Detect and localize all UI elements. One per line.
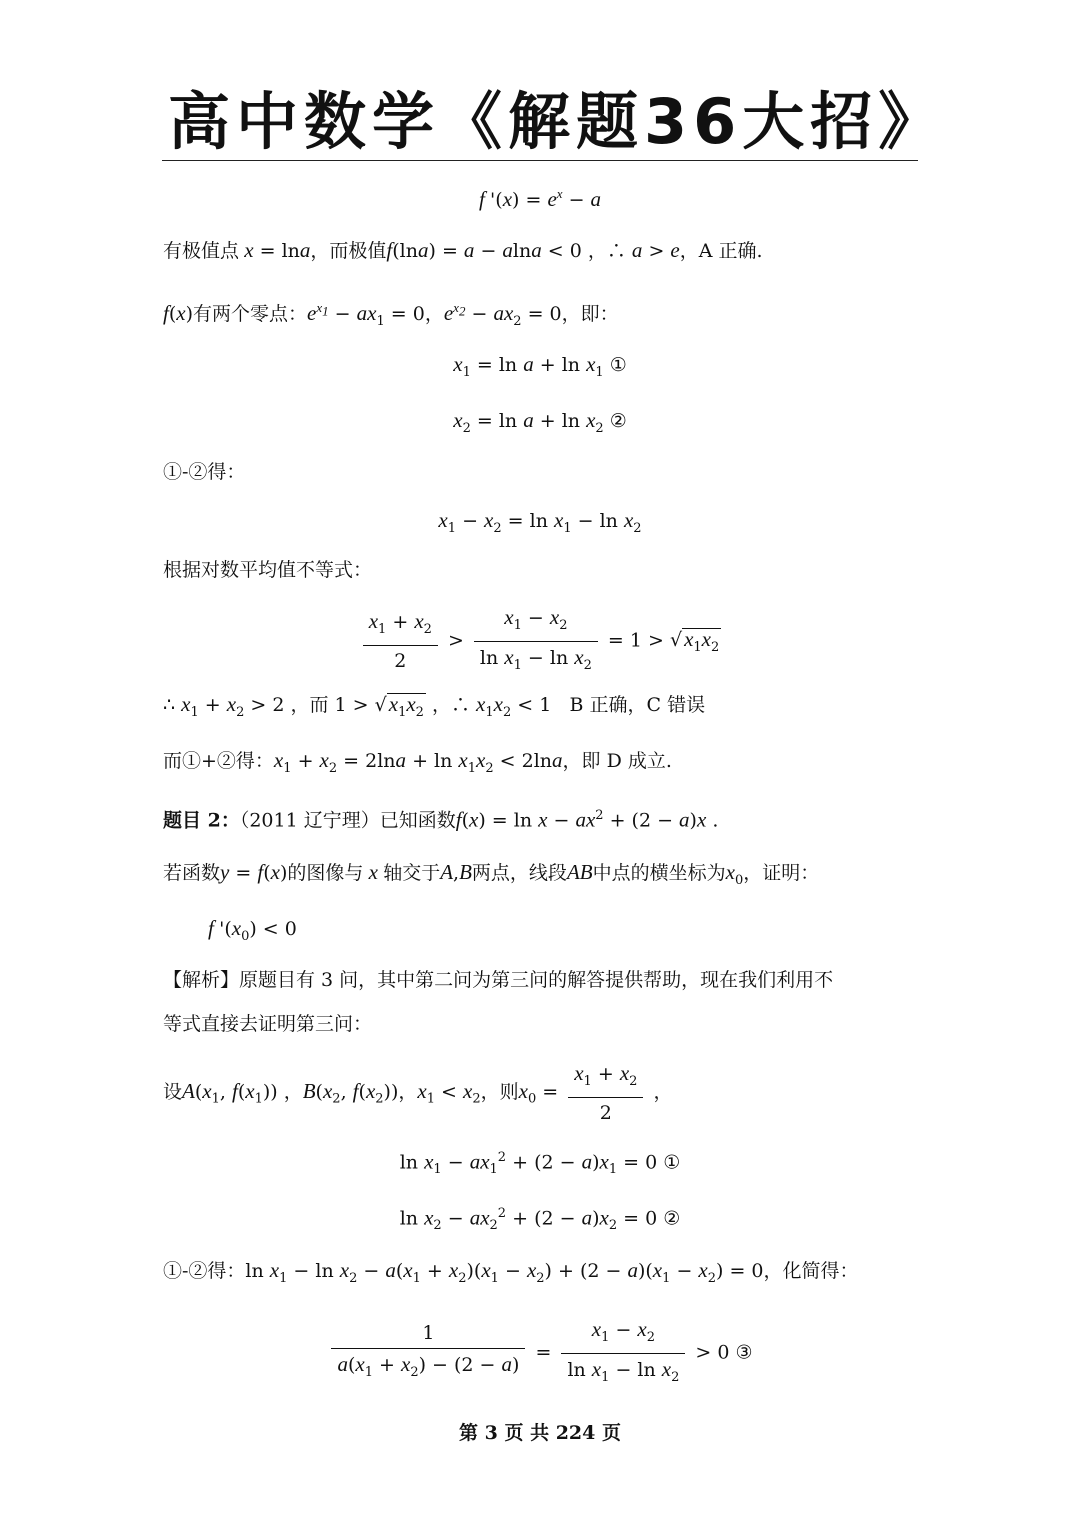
text-segment: 设 bbox=[163, 1080, 183, 1103]
text-segment: 两点，线段 bbox=[471, 862, 567, 884]
text-segment: 有极值点 bbox=[163, 240, 240, 262]
text-segment: B 正确，C 错误 bbox=[569, 694, 706, 716]
equation-2: $x_2 = \ln a + \ln x_2$ ② bbox=[453, 408, 627, 436]
log-mean-inequality: $\frac{x_1 + x_2}{2}$ > $\frac{x_1 - x_2}{\ln x_1 - \ln x_2}$ = $1 > √x_1x_2$ bbox=[0, 604, 1080, 679]
text-line-conclusion-d: 而①+②得：$x_1 + x_2 = 2\ln a + \ln x_1x_2 < 2\ln a$，即 D 成立. bbox=[163, 748, 672, 776]
problem-2-statement: 题目 2：（2011 辽宁理）已知函数$f(x) = \ln x - ax^2 + (2 - a)x$ . bbox=[163, 807, 719, 832]
text-segment: ，A 正确. bbox=[679, 240, 763, 262]
text-segment: 而①+②得： bbox=[163, 750, 274, 772]
text-line-subtract-2: ①-②得：$\ln x_1 - \ln x_2 - a(x_1 + x_2)(x_1 - x_2) + (2 - a)(x_1 - x_2) = 0$，化简得： bbox=[163, 1258, 859, 1286]
equation-difference: $x_1 - x_2 = \ln x_1 - \ln x_2$ bbox=[438, 508, 642, 536]
text-segment: ，则 bbox=[480, 1080, 519, 1103]
equation-5: $\frac{1}{a(x_1 + x_2) - (2 - a)}$ = $\frac{x_1 - x_2}{\ln x_1 - \ln x_2}$ > 0 ③ bbox=[0, 1316, 1080, 1391]
equation-1: $x_1 = \ln a + \ln x_1$ ① bbox=[453, 352, 627, 380]
text-segment: ，而极值 bbox=[310, 240, 387, 262]
text-segment: 若函数 bbox=[163, 862, 221, 884]
text-segment: 中点的横坐标为 bbox=[592, 862, 726, 884]
document-title: 高中数学《解题36大招》 bbox=[168, 85, 947, 158]
derivative-formula: f '$(x) = e^x - a$ bbox=[478, 186, 602, 211]
problem-source: （2011 辽宁理）已知函数 bbox=[239, 809, 456, 832]
text-line-extremum: 有极值点 x = lna，而极值f(lna) = a − alna < 0 ，∴ a > e，A 正确. bbox=[163, 238, 763, 262]
analysis-line-2: 等式直接去证明第三问： bbox=[163, 1013, 373, 1035]
text-segment: ①-②得： bbox=[163, 1260, 246, 1282]
text-segment: ，即 D 成立. bbox=[562, 750, 672, 772]
text-segment: ，化简得： bbox=[763, 1260, 859, 1282]
analysis-line-1: 【解析】原题目有 3 问，其中第二问为第三问的解答提供帮助，现在我们利用不 bbox=[163, 969, 834, 991]
text-segment: ，证明： bbox=[743, 862, 820, 884]
text-line-conclusion-bc: ∴ $x_1 + x_2 > 2$ ，而 $1 > √x_1x_2$ ，∴ $x_1x_2 < 1$ B 正确，C 错误 bbox=[163, 692, 706, 720]
equation-4: $\ln x_2 - ax_2^2 + (2 - a)x_2 = 0$ ② bbox=[399, 1205, 681, 1234]
text-segment: 轴交于 bbox=[383, 862, 441, 884]
page-number: 第 3 页 共 224 页 bbox=[459, 1422, 621, 1444]
problem-label: 题目 2： bbox=[163, 809, 240, 832]
title-divider bbox=[162, 160, 918, 161]
text-line-zeros: f(x)有两个零点：$e^{x_1} - ax_1 = 0$，$e^{x_2} - ax_2 = 0$，即： bbox=[163, 300, 619, 329]
text-line-log-mean: 根据对数平均值不等式： bbox=[163, 559, 373, 581]
problem-2-goal: f '$(x_0) < 0$ bbox=[208, 916, 297, 944]
text-segment: 有两个零点： bbox=[193, 303, 308, 325]
text-line-setup: 设$A(x_1$, $f(x_1)$) ，$B(x_2$, $f(x_2)$)，$x_1 < x_2$，则$x_0$ = $\frac{x_1 + x_2}{2}$ ， bbox=[163, 1061, 673, 1124]
text-segment: 的图像与 bbox=[287, 862, 364, 884]
problem-2-condition: 若函数y = f(x)的图像与 x 轴交于A,B两点，线段AB中点的横坐标为$x_0$，证明： bbox=[163, 860, 820, 888]
equation-3: $\ln x_1 - ax_1^2 + (2 - a)x_1 = 0$ ① bbox=[399, 1149, 681, 1178]
text-line-subtract: ①-②得： bbox=[163, 461, 246, 483]
text-segment: ，即： bbox=[561, 303, 619, 325]
